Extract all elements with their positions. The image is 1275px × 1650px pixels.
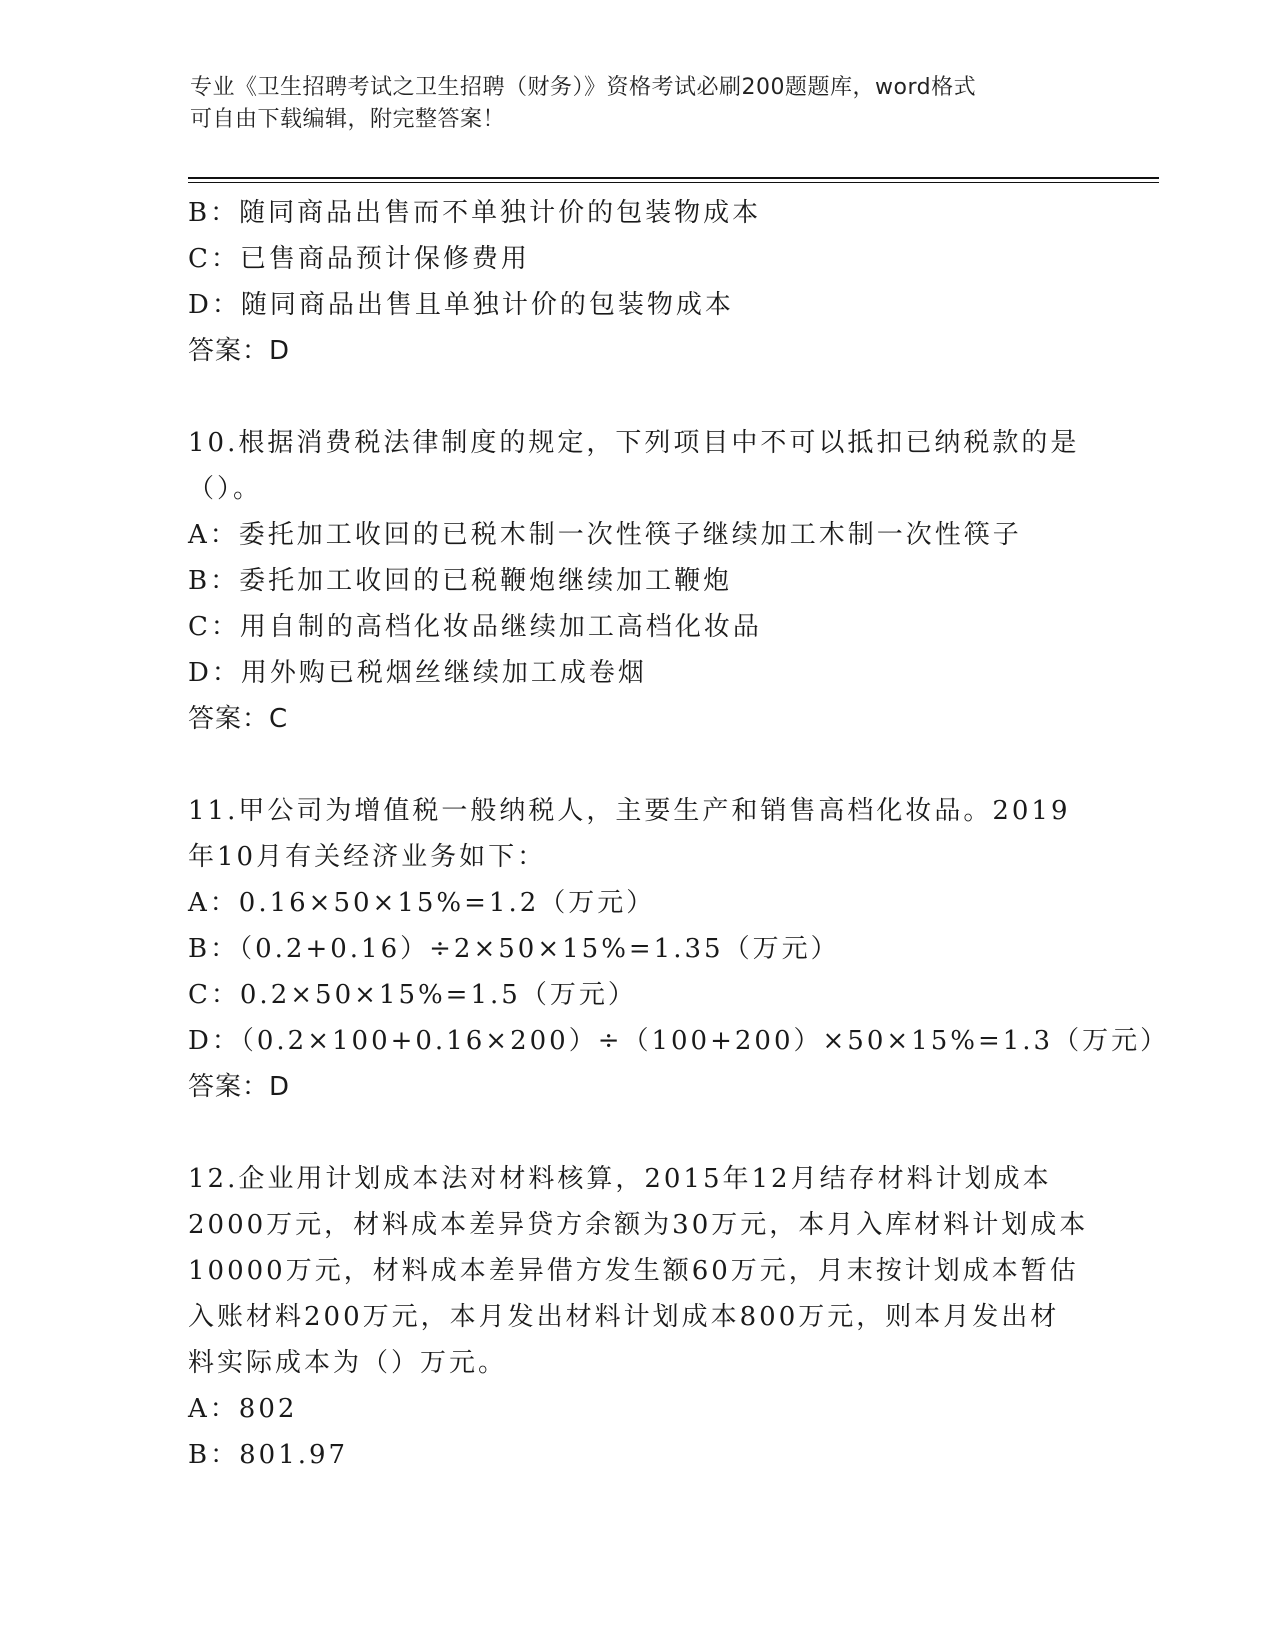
spacer [188,1110,1088,1156]
spacer [188,374,1088,420]
header-title-line-1: 专业《卫生招聘考试之卫生招聘（财务）》资格考试必刷200题题库，word格式 [190,75,977,100]
question-10 [188,420,1088,742]
option-a: A：802 [188,1394,298,1424]
question-stem: 11.甲公司为增值税一般纳税人，主要生产和销售高档化妆品。2019 [188,796,1071,826]
document-header [190,72,1090,136]
option-c: C：已售商品预计保修费用 [188,244,530,274]
answer-line: 答案：D [188,336,291,366]
question-stem: 10.根据消费税法律制度的规定，下列项目中不可以抵扣已纳税款的是 [188,428,1080,458]
question-12 [188,1156,1088,1478]
question-9 [188,190,1088,374]
question-content [188,190,1170,1478]
option-b: B：801.97 [188,1440,349,1470]
option-c: C：0.2×50×15%=1.5（万元） [188,980,637,1010]
option-d: D：随同商品出售且单独计价的包装物成本 [188,290,734,320]
question-stem: 2000万元，材料成本差异贷方余额为30万元，本月入库材料计划成本 [188,1210,1089,1240]
question-stem: 12.企业用计划成本法对材料核算，2015年12月结存材料计划成本 [188,1164,1052,1194]
option-d: D：（0.2×100+0.16×200）÷（100+200）×50×15%=1.3（万元） [188,1026,1170,1056]
spacer [188,742,1088,788]
option-a: A：0.16×50×15%=1.2（万元） [188,888,656,918]
question-stem: 年10月有关经济业务如下： [188,842,547,872]
option-b: B：（0.2+0.16）÷2×50×15%=1.35（万元） [188,934,840,964]
option-b: B：随同商品出售而不单独计价的包装物成本 [188,198,762,228]
question-stem: 料实际成本为（）万元。 [188,1348,508,1378]
option-d: D：用外购已税烟丝继续加工成卷烟 [188,658,647,688]
question-11 [188,788,1170,1110]
answer-line: 答案：D [188,1072,291,1102]
option-c: C：用自制的高档化妆品继续加工高档化妆品 [188,612,762,642]
question-stem: 入账材料200万元，本月发出材料计划成本800万元，则本月发出材 [188,1302,1060,1332]
answer-line: 答案：C [188,704,289,734]
header-divider-thick [188,177,1159,179]
option-b: B：委托加工收回的已税鞭炮继续加工鞭炮 [188,566,733,596]
header-title-line-2: 可自由下载编辑，附完整答案！ [190,107,506,132]
header-divider-thin [188,182,1159,183]
option-a: A：委托加工收回的已税木制一次性筷子继续加工木制一次性筷子 [188,520,1022,550]
question-stem: 10000万元，材料成本差异借方发生额60万元，月末按计划成本暂估 [188,1256,1079,1286]
question-stem: （）。 [188,474,263,504]
